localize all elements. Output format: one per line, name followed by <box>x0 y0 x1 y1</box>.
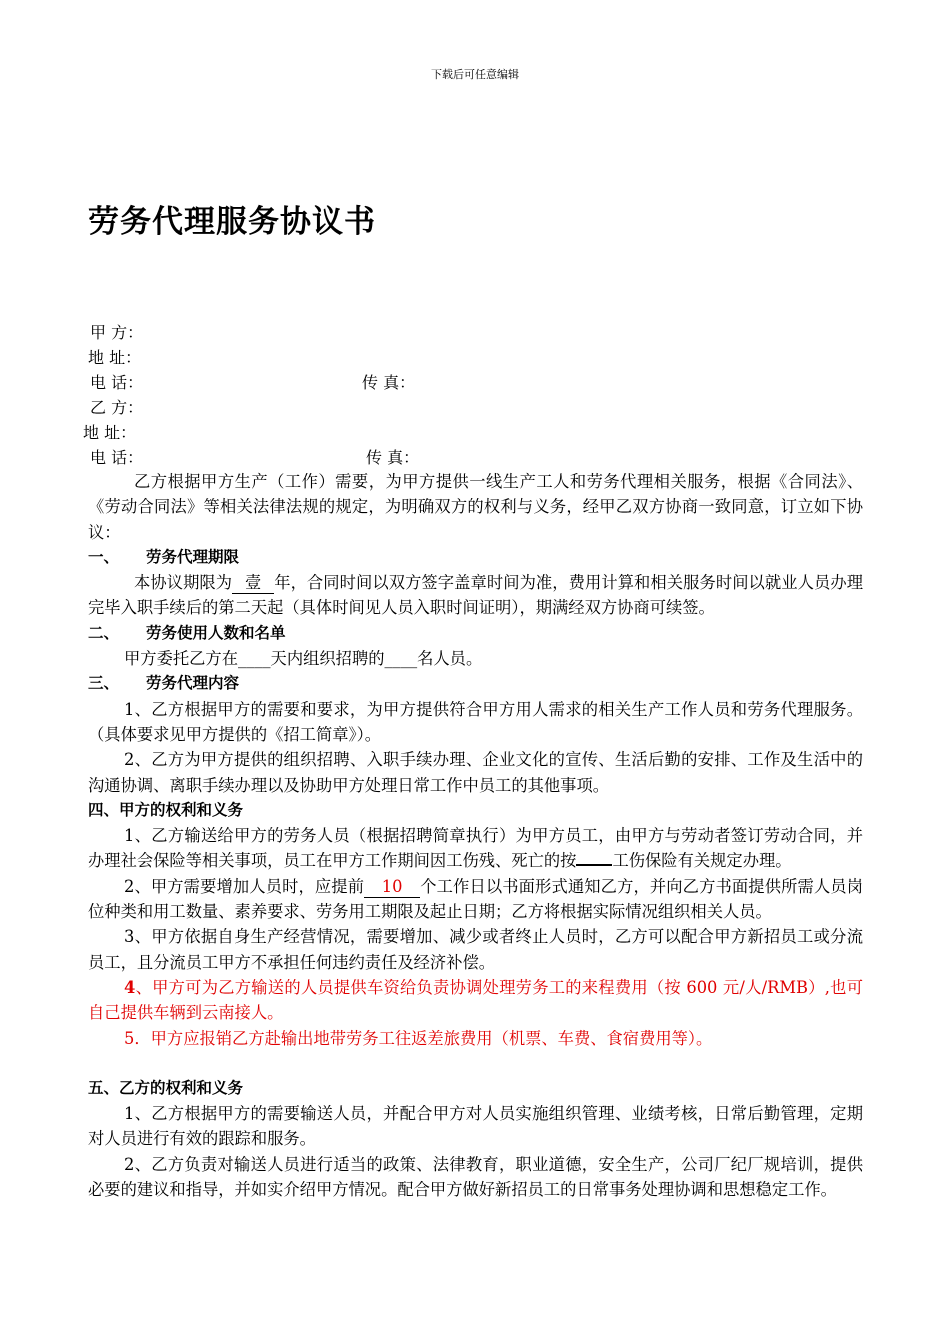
headcount-blank: ____ <box>384 649 418 669</box>
section-5-heading: 五、乙方的权利和义务 <box>88 1078 244 1097</box>
section-4-heading: 四、甲方的权利和义务 <box>88 800 244 819</box>
section-2-paragraph: 甲方委托乙方在____天内组织招聘的____名人员。 <box>124 649 483 669</box>
section-5-item-1: 1、乙方根据甲方的需要输送人员，并配合甲方对人员实施组织管理、业绩考核，日常后勤管理，定期对人员进行有效的跟踪和服务。 <box>88 1104 863 1149</box>
document-title: 劳务代理服务协议书 <box>88 204 376 240</box>
party-b-phone-label: 电 话： <box>90 448 144 467</box>
section-3-heading: 三、 劳务代理内容 <box>88 674 240 693</box>
notice-days-blank: 10 <box>364 877 420 898</box>
section-2-heading: 二、 劳务使用人数和名单 <box>88 623 286 642</box>
party-a-address-label: 地 址： <box>88 348 142 367</box>
party-a-phone-label: 电 话： <box>90 373 144 392</box>
party-b-fax-label: 传 真： <box>366 448 420 467</box>
header-note: 下载后可任意编辑 <box>431 68 519 81</box>
injury-blank <box>576 848 612 866</box>
party-a-fax-label: 传 真： <box>362 373 416 392</box>
spacer <box>88 1051 863 1076</box>
section-4-item-2: 2、甲方需要增加人员时，应提前 10 个工作日以书面形式通知乙方，并向乙方书面提供所需人员岗位种类和用工数量、素养要求、劳务用工期限及起止日期；乙方将根据实际情况组织相关人员。 <box>88 876 863 922</box>
section-4-item-4: 4、甲方可为乙方输送的人员提供车资给负责协调处理劳务工的来程费用（按 600 元/人/RMB）,也可自己提供车辆到云南接人。 <box>88 977 863 1023</box>
section-4-item-3: 3、甲方依据自身生产经营情况，需要增加、减少或者终止人员时，乙方可以配合甲方新招员工或分流员工，且分流员工甲方不承担任何违约责任及经济补偿。 <box>88 927 863 972</box>
section-3-item-2: 2、乙方为甲方提供的组织招聘、入职手续办理、企业文化的宣传、生活后勤的安排、工作及生活中的沟通协调、离职手续办理以及协助甲方处理日常工作中员工的其他事项。 <box>88 750 863 795</box>
section-1-paragraph: 本协议期限为 壹 年，合同时间以双方签字盖章时间为准，费用计算和相关服务时间以就业人员办理完毕入职手续后的第二天起（具体时间见人员入职时间证明），期满经双方协商可续签。 <box>88 573 863 618</box>
party-b-address-label: 地 址： <box>83 423 137 442</box>
party-b-label: 乙 方： <box>90 398 144 417</box>
section-4-item-1: 1、乙方输送给甲方的劳务人员（根据招聘简章执行）为甲方员工，由甲方与劳动者签订劳动合同，并办理社会保险等相关事项，员工在甲方工作期间因工伤残、死亡的按 工伤保险有关规定办理。 <box>88 826 863 871</box>
section-1-heading: 一、 劳务代理期限 <box>88 547 240 566</box>
term-years-blank: 壹 <box>232 573 274 594</box>
intro-paragraph: 乙方根据甲方生产（工作）需要，为甲方提供一线生产工人和劳务代理相关服务，根据《合同法》、《劳动合同法》等相关法律法规的规定，为明确双方的权利与义务，经甲乙双方协商一致同意，订立如下协议： <box>88 472 863 542</box>
agreement-body <box>88 469 863 1202</box>
party-a-label: 甲 方： <box>90 323 144 342</box>
section-4-item-5: 5．甲方应报销乙方赴输出地带劳务工往返差旅费用（机票、车费、食宿费用等）。 <box>124 1028 713 1048</box>
section-5-item-2: 2、乙方负责对输送人员进行适当的政策、法律教育，职业道德，安全生产，公司厂纪厂规培训，提供必要的建议和指导，并如实介绍甲方情况。配合甲方做好新招员工的日常事务处理协调和思想稳定工作。 <box>88 1154 863 1200</box>
days-blank: ____ <box>237 649 271 669</box>
section-3-item-1: 1、乙方根据甲方的需要和要求，为甲方提供符合甲方用人需求的相关生产工作人员和劳务代理服务。（具体要求见甲方提供的《招工简章》）。 <box>88 699 863 744</box>
